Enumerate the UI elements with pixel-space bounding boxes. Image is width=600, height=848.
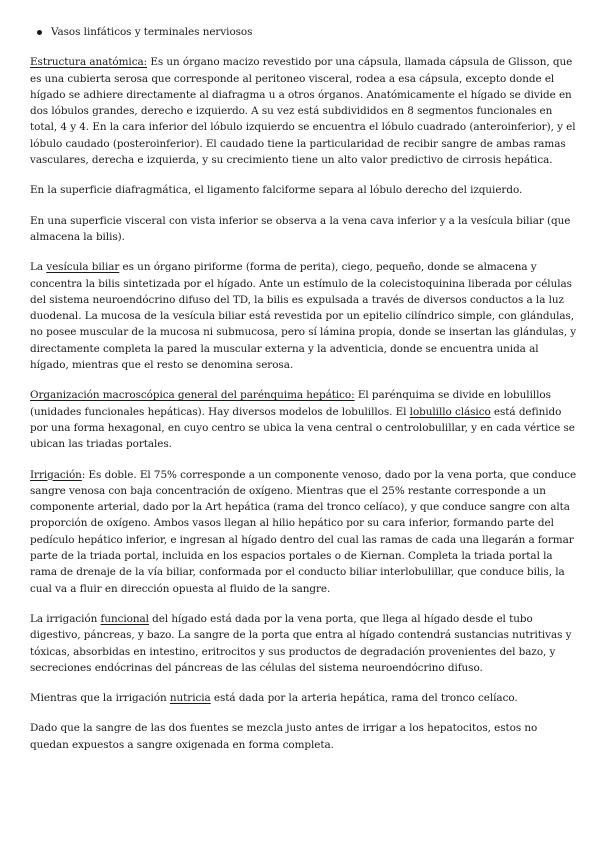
paragraph-text: El parénquima se divide en lobulillos (unidades funcionales hepáticas). Hay diversos modelos de lobulillos. El — [30, 389, 551, 418]
paragraph-vesicula-biliar — [30, 259, 577, 373]
paragraph-organizacion-parenquima — [30, 387, 577, 452]
bullet-text: Vasos linfáticos y terminales nerviosos — [51, 26, 253, 38]
paragraph-irrigacion-funcional — [30, 611, 577, 676]
section-heading-irrigacion: Irrigación — [30, 468, 82, 481]
paragraph-text: Mientras que la irrigación — [30, 692, 170, 705]
paragraph-superficie-visceral: En una superficie visceral con vista inferior se observa a la vena cava inferior y a la vesícula biliar (que almacena la bilis). — [30, 214, 571, 243]
term-funcional: funcional — [100, 612, 149, 625]
document-body — [30, 24, 577, 767]
paragraph-estructura-anatomica — [30, 54, 577, 168]
paragraph-mezcla-sangre: Dado que la sangre de las dos fuentes se mezcla justo antes de irrigar a los hepatocitos, estos no quedan expuestos a sangre oxigenada en forma completa. — [30, 722, 538, 751]
paragraph-irrigacion — [30, 467, 577, 597]
section-heading-organizacion: Organización macroscópica general del parénquima hepático: — [30, 389, 355, 402]
paragraph-text: del hígado está dada por la vena porta, que llega al hígado desde el tubo digestivo, páncreas, y bazo. La sangre de la porta que entra al hígado contendrá sustancias nutritivas y tóxicas, absorbidas en intestino, eritrocitos y sus productos de degradación provenientes del bazo, y secreciones endócrinas del páncreas de las células del sistema neuroendócrino difuso. — [30, 612, 572, 674]
bullet-icon — [37, 30, 42, 35]
term-vesicula-biliar: vesícula biliar — [46, 261, 120, 274]
paragraph-superficie-diafragmatica: En la superficie diafragmática, el ligamento falciforme separa al lóbulo derecho del izquierdo. — [30, 184, 523, 197]
paragraph-text: Es un órgano macizo revestido por una cápsula, llamada cápsula de Glisson, que es una cubierta serosa que corresponde al peritoneo visceral, rodea a esa cápsula, excepto donde el hígado se adhiere directamente al diafragma u a otros órganos. Anatómicamente el hígado se divide en dos lóbulos grandes, derecho e izquierdo. A su vez está subdivididos en 8 segmentos funcionales en total, 4 y 4. En la cara inferior del lóbulo izquierdo se encuentra el lóbulo cuadrado (anteroinferior), y el lóbulo caudado (posteroinferior). El caudado tiene la particularidad de recibir sangre de ambas ramas vasculares, derecha e izquierda, y su crecimiento tiene un alto valor predictivo de cirrosis hepática. — [30, 56, 576, 167]
section-heading-estructura: Estructura anatómica: — [30, 56, 148, 69]
paragraph-irrigacion-nutricia — [30, 690, 577, 706]
paragraph-text: está definido por una forma hexagonal, en cuyo centro se ubica la vena central o centrolobulillar, y en cada vértice se ubican las triadas portales. — [30, 405, 575, 451]
paragraph-text: : Es doble. El 75% corresponde a un componente venoso, dado por la vena porta, que conduce sangre venosa con baja concentración de oxígeno. Mientras que el 25% restante corresponde a un componente arterial, dado por la Art hepática (rama del tronco celíaco), y que conduce sangre con alta proporción de oxígeno. Ambos vasos llegan al hilio hepático por su cara inferior, formando parte del pedículo hepático inferior, e ingresan al hígado dentro del cual las ramas de cada una llegarán a formar parte de la triada portal, incluida en los espacios portales o de Kiernan. Completa la triada portal la rama de drenaje de la vía biliar, conformada por el conducto biliar interlobulillar, que conduce bilis, la cual va a fluir en dirección opuesta al fluido de la sangre. — [30, 468, 577, 595]
bullet-item — [30, 24, 577, 40]
paragraph-text: La — [30, 261, 47, 274]
paragraph-text: La irrigación — [30, 612, 101, 625]
paragraph-text: es un órgano piriforme (forma de perita), ciego, pequeño, donde se almacena y concentra la bilis sintetizada por el hígado. Ante un estímulo de la colecistoquinina liberada por células del sistema neuroendócrino difuso del TD, la bilis es expulsada a través de diversos conductos a la luz duodenal. La mucosa de la vesícula biliar está revestida por un epitelio cilíndrico simple, con glándulas, no posee muscular de la mucosa ni submucosa, pero sí lámina propia, donde se insertan las glándulas, y directamente completa la pared la muscular externa y la adventicia, donde se encuentra unida al hígado, mientras que el resto se denomina serosa. — [30, 261, 577, 372]
paragraph-text: está dada por la arteria hepática, rama del tronco celíaco. — [210, 692, 518, 705]
term-lobulillo-clasico: lobulillo clásico — [409, 405, 491, 418]
term-nutricia: nutricia — [169, 692, 211, 705]
